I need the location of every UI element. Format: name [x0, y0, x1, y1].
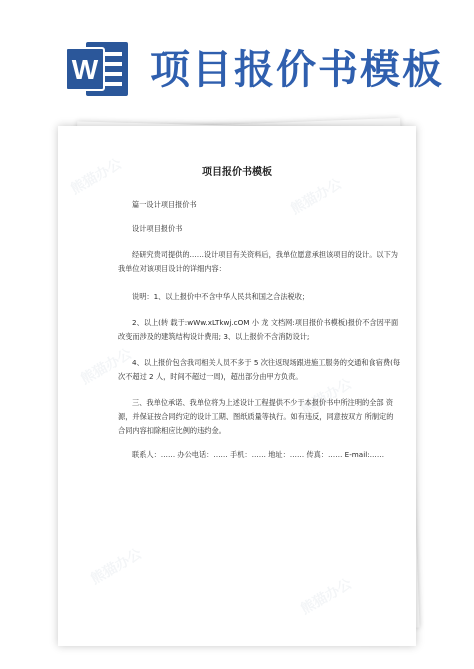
section-heading: 设计项目报价书 — [132, 224, 183, 233]
paragraph-line: 三、我单位承诺、我单位将为上述设计工程提供不少于本报价书中所注明的全部 资 — [132, 398, 394, 407]
paragraph-line: 4、以上报价包含我司相关人员不多于 5 次往返现场跟进施工服务的交通和食宿费(每 — [132, 358, 401, 367]
paragraph-line: 合同内容扣除相应比例的违约金。 — [118, 426, 226, 435]
paragraph-line: 改变而涉及的建筑结构设计费用; 3、以上报价不含消防设计; — [118, 332, 310, 341]
document-title: 项目报价书模板 — [202, 167, 272, 178]
watermark-text: 熊猫办公 — [288, 175, 345, 218]
banner — [0, 0, 474, 118]
watermark-text: 熊猫办公 — [88, 545, 145, 588]
watermark-text: 熊猫办公 — [68, 155, 125, 198]
paragraph-line: 次不超过 2 人，时间不超过一周)，超出部分由甲方负责。 — [118, 372, 303, 381]
watermark-text: 熊猫办公 — [298, 375, 355, 418]
watermark-text: 熊猫办公 — [78, 345, 135, 388]
paragraph-line: 源，并保证按合同约定的设计工期、图纸质量等执行。如有违反，同意按双方 所制定的 — [118, 412, 394, 421]
contact-line: 联系人：…… 办公电话：…… 手机：…… 地址：…… 传真：…… E-mail:…… — [132, 450, 385, 459]
paragraph-line: 我单位对该项目设计的详细内容： — [118, 264, 226, 273]
document-page — [58, 126, 416, 646]
paragraph-line: 2、以上(转 载于:wWw.xLTkwj.cOM 小 龙 文档网:项目报价书模板)报价不含因平面 — [132, 318, 399, 327]
word-icon — [64, 38, 130, 100]
word-logo-letter: W — [71, 54, 99, 85]
watermark-text: 熊猫办公 — [298, 575, 355, 618]
banner-title: 项目报价书模板 — [150, 47, 444, 93]
paragraph-line: 说明：1、以上报价中不含中华人民共和国之合法税收； — [132, 292, 310, 301]
document-subtitle: 篇一设计项目报价书 — [132, 200, 197, 209]
paragraph-line: 经研究贵司提供的……设计项目有关资料后，我单位愿意承担该项目的设计。以下为 — [132, 250, 398, 259]
